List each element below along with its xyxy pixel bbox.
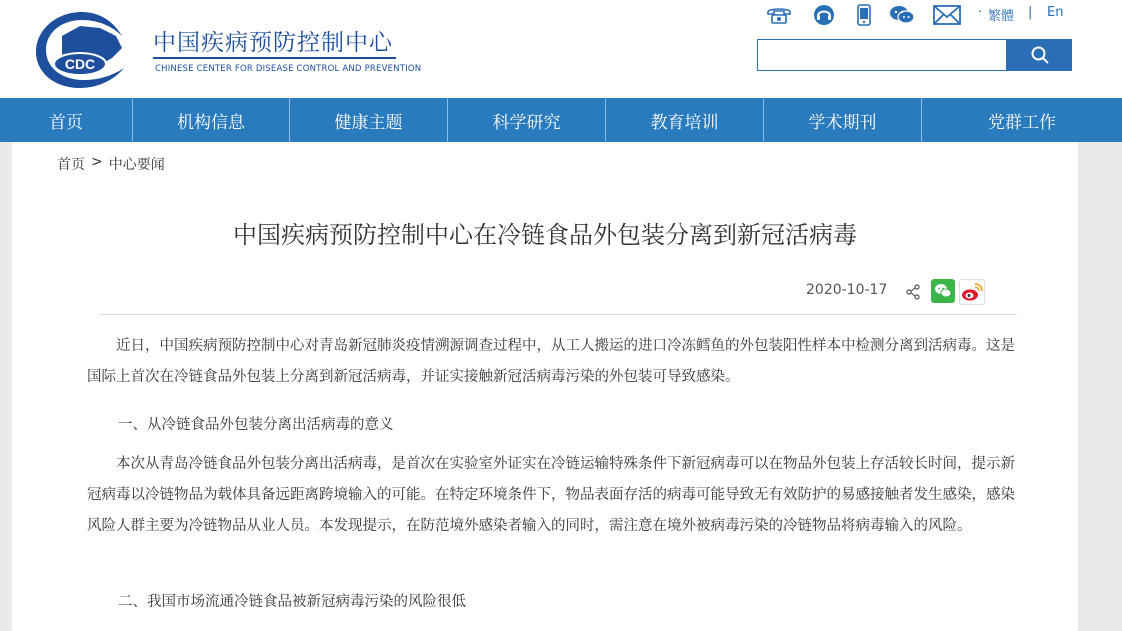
lang-separator: | xyxy=(1028,5,1033,20)
brand-name-cn[interactable]: 中国疾病预防控制中心 xyxy=(153,30,393,56)
search-button[interactable] xyxy=(1007,39,1072,71)
nav-item-education[interactable]: 教育培训 xyxy=(606,98,764,142)
logo-text: CDC xyxy=(64,56,96,72)
article-heading-1: 一、从冷链食品外包装分离出活病毒的意义 xyxy=(118,417,394,433)
article-date: 2020-10-17 xyxy=(806,282,888,298)
breadcrumb-current[interactable]: 中心要闻 xyxy=(108,157,165,173)
weibo-share-icon xyxy=(961,282,983,302)
article-paragraph-2: 本次从青岛冷链食品外包装分离出活病毒，是首次在实验室外证实在冷链运输特殊条件下新冠病毒可以在物品外包装上存活较长时间，提示新冠病毒以冷链物品为载体具备远距离跨境输入的可能。在特定环境条件下，物品表面存活的病毒可能导致无有效防护的易感接触者发生感染，感染风险人群主要为冷链物品从业人员。本发现提示，在防范境外感染者输入的同时，需注意在境外被病毒污染的冷链物品将病毒输入的风险。 xyxy=(87,456,1015,534)
article-container xyxy=(12,142,1078,631)
weibo-share-button[interactable] xyxy=(959,279,985,305)
breadcrumb-separator: > xyxy=(91,154,103,170)
mail-icon[interactable] xyxy=(932,4,962,26)
main-nav xyxy=(0,98,1122,142)
breadcrumb xyxy=(57,154,165,174)
lang-dot: · xyxy=(978,5,983,20)
brand-underline xyxy=(153,57,396,59)
share-icon[interactable] xyxy=(905,284,921,300)
nav-item-health-topics[interactable]: 健康主题 xyxy=(290,98,448,142)
breadcrumb-home[interactable]: 首页 xyxy=(57,157,85,173)
mobile-icon[interactable] xyxy=(854,4,874,26)
nav-item-home[interactable]: 首页 xyxy=(0,98,133,142)
search-icon xyxy=(1031,46,1049,64)
search-input[interactable] xyxy=(757,39,1007,71)
nav-item-institution[interactable]: 机构信息 xyxy=(133,98,290,142)
nav-item-journals[interactable]: 学术期刊 xyxy=(764,98,922,142)
lang-traditional-link[interactable]: 繁體 xyxy=(988,9,1015,24)
lang-english-link[interactable]: En xyxy=(1047,5,1064,20)
nav-item-research[interactable]: 科学研究 xyxy=(448,98,606,142)
cdc-logo[interactable] xyxy=(28,6,136,92)
wechat-icon[interactable] xyxy=(888,4,916,26)
wechat-share-button[interactable] xyxy=(931,279,955,303)
article-divider xyxy=(99,314,1017,315)
brand-name-en[interactable]: CHINESE CENTER FOR DISEASE CONTROL AND PREVENTION xyxy=(155,64,422,74)
site-header xyxy=(0,0,1122,98)
article-paragraph-1: 近日，中国疾病预防控制中心对青岛新冠肺炎疫情溯源调查过程中，从工人搬运的进口冷冻鳕鱼的外包装阳性样本中检测分离到活病毒。这是国际上首次在冷链食品外包装上分离到新冠活病毒，并证实接触新冠活病毒污染的外包装可导致感染。 xyxy=(87,338,1015,385)
phone-icon[interactable] xyxy=(765,4,793,26)
article-heading-2: 二、我国市场流通冷链食品被新冠病毒污染的风险很低 xyxy=(118,594,466,610)
wechat-share-icon xyxy=(934,283,952,299)
nav-item-party-work[interactable]: 党群工作 xyxy=(988,112,1056,133)
article-title: 中国疾病预防控制中心在冷链食品外包装分离到新冠活病毒 xyxy=(233,221,857,249)
headset-icon[interactable] xyxy=(811,4,837,26)
